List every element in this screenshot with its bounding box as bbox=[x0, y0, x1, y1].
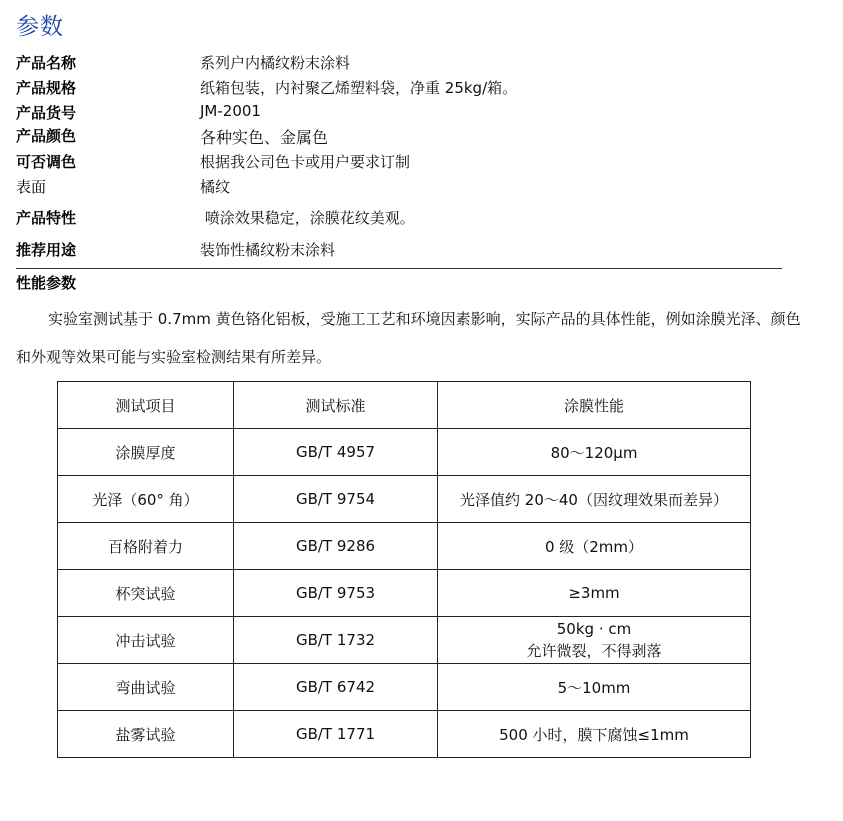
spec-row-code bbox=[16, 102, 796, 126]
table-header-row bbox=[58, 382, 751, 429]
spec-label: 产品特性 bbox=[16, 209, 77, 227]
column-header-standard: 测试标准 bbox=[234, 382, 438, 429]
spec-row-color bbox=[16, 125, 796, 149]
spec-row-spec bbox=[16, 77, 796, 101]
spec-label: 表面 bbox=[16, 178, 47, 196]
cell-result: 0 级（2mm） bbox=[438, 523, 751, 570]
cell-item: 盐雾试验 bbox=[58, 711, 234, 758]
table-row bbox=[58, 476, 751, 523]
cell-item: 涂膜厚度 bbox=[58, 429, 234, 476]
performance-description: 实验室测试基于 0.7mm 黄色铬化铝板，受施工工艺和环境因素影响，实际产品的具体性能，例如涂膜光泽、颜色和外观等效果可能与实验室检测结果有所差异。 bbox=[16, 310, 801, 366]
cell-item: 光泽（60° 角） bbox=[58, 476, 234, 523]
spec-label: 推荐用途 bbox=[16, 241, 77, 259]
spec-value: 各种实色、金属色 bbox=[200, 128, 329, 147]
table-row bbox=[58, 523, 751, 570]
spec-label: 可否调色 bbox=[16, 153, 77, 171]
spec-label: 产品规格 bbox=[16, 79, 77, 97]
performance-table bbox=[57, 381, 751, 758]
cell-standard: GB/T 9286 bbox=[234, 523, 438, 570]
cell-standard: GB/T 9753 bbox=[234, 570, 438, 617]
cell-item: 弯曲试验 bbox=[58, 664, 234, 711]
cell-standard: GB/T 9754 bbox=[234, 476, 438, 523]
spec-value: 纸箱包装，内衬聚乙烯塑料袋，净重 25kg/箱。 bbox=[200, 79, 518, 97]
cell-result-line-2: 允许微裂，不得剥落 bbox=[526, 642, 662, 660]
spec-row-surface bbox=[16, 176, 796, 200]
cell-result: 80～120μm bbox=[438, 429, 751, 476]
spec-label: 产品名称 bbox=[16, 54, 77, 72]
spec-value: 系列户内橘纹粉末涂料 bbox=[200, 54, 351, 72]
table-row bbox=[58, 711, 751, 758]
cell-item: 冲击试验 bbox=[58, 617, 234, 664]
spec-row-features bbox=[16, 207, 796, 231]
table-row bbox=[58, 570, 751, 617]
spec-value: 装饰性橘纹粉末涂料 bbox=[200, 241, 336, 259]
cell-result-multiline bbox=[438, 617, 751, 664]
table-row bbox=[58, 429, 751, 476]
section-divider bbox=[16, 268, 782, 269]
column-header-item: 测试项目 bbox=[58, 382, 234, 429]
spec-row-usage bbox=[16, 239, 796, 263]
cell-standard: GB/T 4957 bbox=[234, 429, 438, 476]
cell-result: ≥3mm bbox=[438, 570, 751, 617]
spec-value: 橘纹 bbox=[200, 178, 231, 196]
cell-result: 500 小时，膜下腐蚀≤1mm bbox=[438, 711, 751, 758]
spec-label: 产品颜色 bbox=[16, 127, 77, 145]
cell-item: 杯突试验 bbox=[58, 570, 234, 617]
column-header-result: 涂膜性能 bbox=[438, 382, 751, 429]
spec-row-tinting bbox=[16, 151, 796, 175]
cell-item: 百格附着力 bbox=[58, 523, 234, 570]
spec-value: JM-2001 bbox=[200, 102, 261, 120]
spec-label: 产品货号 bbox=[16, 104, 77, 122]
cell-result: 光泽值约 20～40（因纹理效果而差异） bbox=[438, 476, 751, 523]
spec-row-name bbox=[16, 52, 796, 76]
cell-standard: GB/T 1771 bbox=[234, 711, 438, 758]
performance-heading: 性能参数 bbox=[16, 274, 77, 292]
cell-result-line-1: 50kg · cm bbox=[556, 620, 632, 638]
page-title: 参数 bbox=[16, 14, 64, 40]
cell-standard: GB/T 1732 bbox=[234, 617, 438, 664]
spec-value: 喷涂效果稳定，涂膜花纹美观。 bbox=[200, 209, 415, 227]
cell-standard: GB/T 6742 bbox=[234, 664, 438, 711]
spec-value: 根据我公司色卡或用户要求订制 bbox=[200, 153, 411, 171]
cell-result: 5～10mm bbox=[438, 664, 751, 711]
table-row bbox=[58, 664, 751, 711]
table-row bbox=[58, 617, 751, 664]
